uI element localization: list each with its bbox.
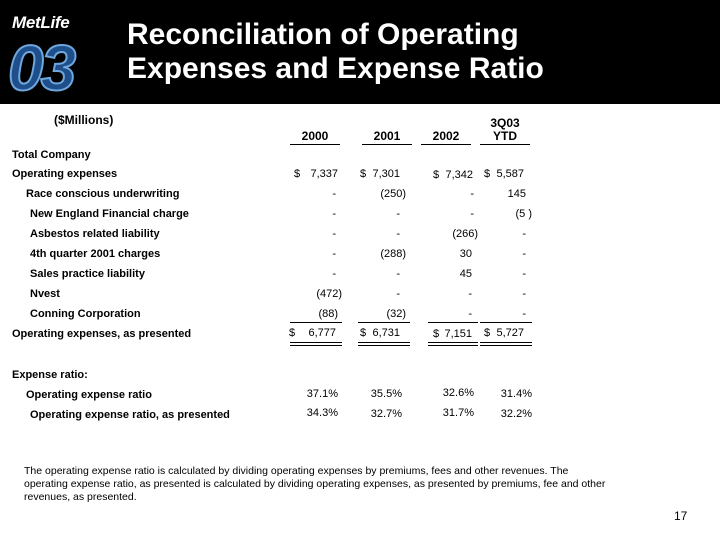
units-label: ($Millions) (54, 113, 114, 127)
total-rule-2000-b (290, 345, 342, 346)
value-sales-2000: - (332, 268, 336, 280)
row-label-conning: Conning Corporation (30, 308, 141, 320)
row-label-race-conscious: Race conscious underwriting (26, 188, 180, 200)
section-total-company: Total Company (12, 149, 91, 161)
currency-3q03: $ (484, 168, 491, 180)
value-op-ratio-2001: 35.5% (370, 388, 402, 400)
value-presented-2001: 6,731 (372, 327, 400, 339)
footnote: The operating expense ratio is calculated by dividing operating expenses by premiums, fees and other revenues. The operating expense ratio, as presented is calculated by dividing operating expenses, as presented by premiums, fee and other revenues, as presented. (24, 465, 606, 503)
total-rule-2002 (428, 342, 478, 343)
value-presented-2002: 7,151 (444, 328, 472, 340)
value-race-2001: (250) (380, 188, 406, 200)
column-header-2000: 2000 (301, 129, 329, 143)
row-label-q4-2001-charges: 4th quarter 2001 charges (30, 248, 161, 260)
value-conning-2000: (88) (318, 308, 338, 320)
value-conning-2001: (32) (386, 308, 406, 320)
currency-2002: $ (433, 169, 440, 181)
value-sales-2001: - (396, 268, 400, 280)
value-op-ratio-3q03: 31.4% (500, 388, 532, 400)
value-op-ratio-presented-2002: 31.7% (442, 407, 474, 419)
title-line-2: Expenses and Expense Ratio (127, 52, 544, 85)
metlife-logo: MetLife (12, 13, 70, 32)
header-underline-3q03 (480, 144, 530, 145)
value-conning-2002: - (468, 308, 472, 320)
value-sales-2002: 45 (459, 268, 472, 280)
currency-presented-3q03: $ (484, 327, 491, 339)
page-title (127, 18, 544, 86)
value-asbestos-2001: - (396, 228, 400, 240)
value-op-ratio-presented-2001: 32.7% (370, 408, 402, 420)
row-label-asbestos: Asbestos related liability (30, 228, 160, 240)
title-line-1: Reconciliation of Operating (127, 18, 519, 51)
value-op-ratio-presented-3q03: 32.2% (500, 408, 532, 420)
value-opex-3q03: 5,587 (496, 168, 524, 180)
value-q4-2000: - (332, 248, 336, 260)
header-underline-2001 (362, 144, 412, 145)
value-opex-2001: 7,301 (372, 168, 400, 180)
column-header-2002: 2002 (432, 129, 460, 143)
subtotal-rule-3q03 (480, 322, 532, 323)
value-race-3q03: 145 (507, 188, 526, 200)
value-q4-3q03: - (522, 248, 526, 260)
subtotal-rule-2002 (428, 322, 478, 323)
row-label-nvest: Nvest (30, 288, 60, 300)
currency-2000: $ (294, 168, 301, 180)
value-asbestos-2002: (266) (452, 228, 478, 240)
currency-presented-2002: $ (433, 328, 440, 340)
header-band (0, 0, 720, 104)
row-label-op-ratio: Operating expense ratio (26, 389, 152, 401)
total-rule-2001-b (358, 345, 410, 346)
total-rule-2001 (358, 342, 410, 343)
row-label-sales-practice: Sales practice liability (30, 268, 145, 280)
column-header-3q03: 3Q03 (490, 116, 520, 130)
total-rule-2002-b (428, 345, 478, 346)
currency-presented-2000: $ (289, 327, 296, 339)
row-label-op-ratio-presented: Operating expense ratio, as presented (30, 409, 230, 421)
column-header-ytd: YTD (493, 129, 517, 143)
subtotal-rule-2001 (358, 322, 410, 323)
value-op-ratio-2000: 37.1% (306, 388, 338, 400)
section-expense-ratio: Expense ratio: (12, 369, 88, 381)
value-conning-3q03: - (522, 308, 526, 320)
value-opex-2002: 7,342 (445, 169, 473, 181)
subtotal-rule-2000 (290, 322, 342, 323)
page-number: 17 (674, 509, 688, 523)
currency-2001: $ (360, 168, 367, 180)
value-nvest-2001: - (396, 288, 400, 300)
total-rule-2000 (290, 342, 342, 343)
value-op-ratio-presented-2000: 34.3% (306, 407, 338, 419)
value-sales-3q03: - (522, 268, 526, 280)
header-underline-2000 (290, 144, 340, 145)
value-nvest-2002: - (468, 288, 472, 300)
column-header-2001: 2001 (373, 129, 401, 143)
value-nvest-3q03: - (522, 288, 526, 300)
value-presented-3q03: 5,727 (496, 327, 524, 339)
value-presented-2000: 6,777 (308, 327, 336, 339)
value-race-2002: - (470, 188, 474, 200)
row-label-opex-presented: Operating expenses, as presented (12, 328, 192, 340)
header-underline-2002 (421, 144, 471, 145)
total-rule-3q03 (480, 342, 532, 343)
value-nvest-2000: (472) (316, 288, 342, 300)
value-opex-2000: 7,337 (310, 168, 338, 180)
value-race-2000: - (332, 188, 336, 200)
value-nef-3q03: (5 ) (515, 208, 532, 220)
value-q4-2002: 30 (459, 248, 472, 260)
value-asbestos-2000: - (332, 228, 336, 240)
value-nef-2001: - (396, 208, 400, 220)
value-asbestos-3q03: - (522, 228, 526, 240)
value-nef-2002: - (470, 208, 474, 220)
row-label-nef-charge: New England Financial charge (30, 208, 189, 220)
year-logo-number: 03 (8, 32, 74, 104)
row-label-operating-expenses: Operating expenses (12, 168, 118, 180)
total-rule-3q03-b (480, 345, 532, 346)
value-op-ratio-2002: 32.6% (442, 387, 474, 399)
value-nef-2000: - (332, 208, 336, 220)
value-q4-2001: (288) (380, 248, 406, 260)
currency-presented-2001: $ (360, 327, 367, 339)
